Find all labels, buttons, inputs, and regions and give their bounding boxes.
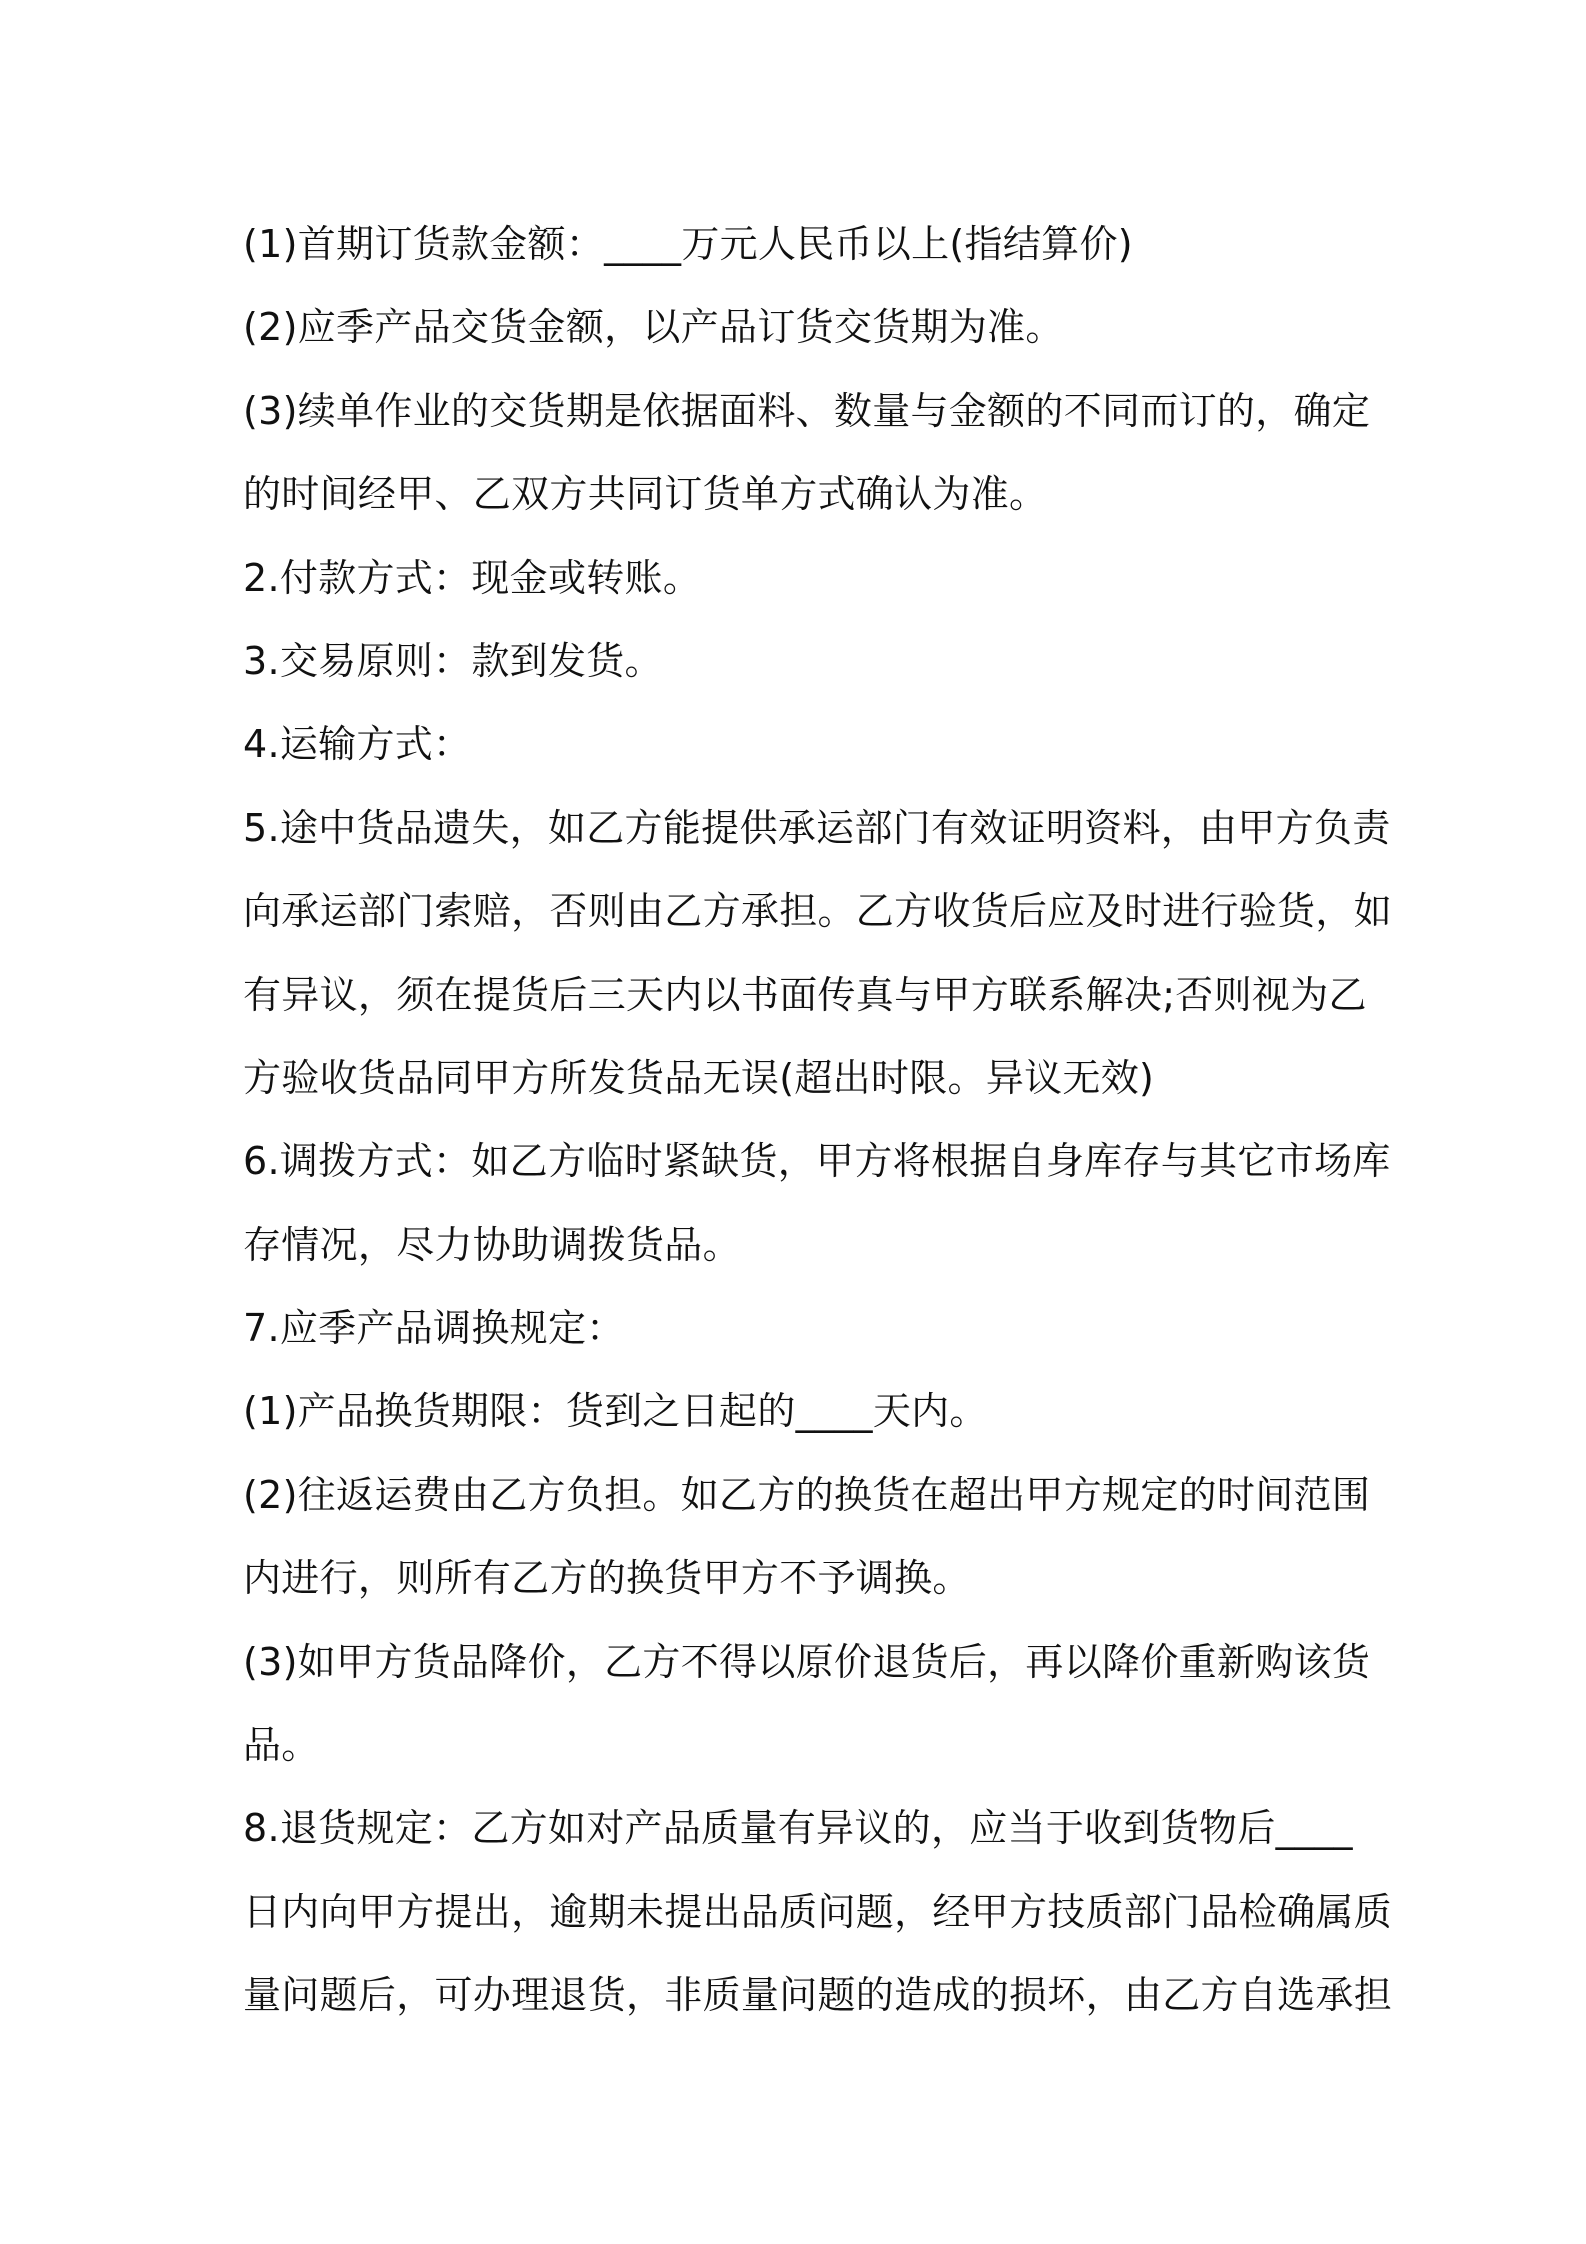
text-line: 6.调拨方式：如乙方临时紧缺货，甲方将根据自身库存与其它市场库: [243, 1139, 1391, 1184]
text-line: 方验收货品同甲方所发货品无误(超出时限。异议无效): [243, 1055, 1155, 1100]
document-body: [243, 203, 1393, 2038]
text-line: 5.途中货品遗失，如乙方能提供承运部门有效证明资料，由甲方负责: [243, 805, 1391, 850]
text-line: 向承运部门索赔，否则由乙方承担。乙方收货后应及时进行验货，如: [243, 889, 1393, 934]
text-line: 4.运输方式：: [243, 722, 472, 767]
text-line: 有异议，须在提货后三天内以书面传真与甲方联系解决;否则视为乙: [243, 972, 1367, 1017]
text-line: 3.交易原则：款到发货。: [243, 638, 663, 683]
text-line: (1)产品换货期限：货到之日起的____天内。: [243, 1389, 988, 1434]
text-line: (1)首期订货款金额：____万元人民币以上(指结算价): [243, 222, 1133, 266]
text-line: 日内向甲方提出，逾期未提出品质问题，经甲方技质部门品检确属质: [243, 1889, 1393, 1934]
text-line: (2)应季产品交货金额，以产品订货交货期为准。: [243, 305, 1064, 350]
text-line: 2.付款方式：现金或转账。: [243, 555, 702, 600]
text-line: 存情况，尽力协助调拨货品。: [243, 1222, 741, 1267]
text-line: (3)如甲方货品降价，乙方不得以原价退货后，再以降价重新购该货: [243, 1639, 1371, 1684]
text-line: 8.退货规定：乙方如对产品质量有异议的，应当于收到货物后____: [243, 1806, 1353, 1851]
text-line: 内进行，则所有乙方的换货甲方不予调换。: [243, 1556, 971, 1601]
text-line: 品。: [243, 1723, 320, 1768]
text-line: (3)续单作业的交货期是依据面料、数量与金额的不同而订的，确定: [243, 388, 1371, 433]
text-line: 的时间经甲、乙双方共同订货单方式确认为准。: [243, 472, 1048, 517]
text-line: 量问题后，可办理退货，非质量问题的造成的损坏，由乙方自选承担: [243, 1973, 1393, 2018]
text-line: 7.应季产品调换规定：: [243, 1306, 625, 1351]
text-line: (2)往返运费由乙方负担。如乙方的换货在超出甲方规定的时间范围: [243, 1472, 1371, 1517]
